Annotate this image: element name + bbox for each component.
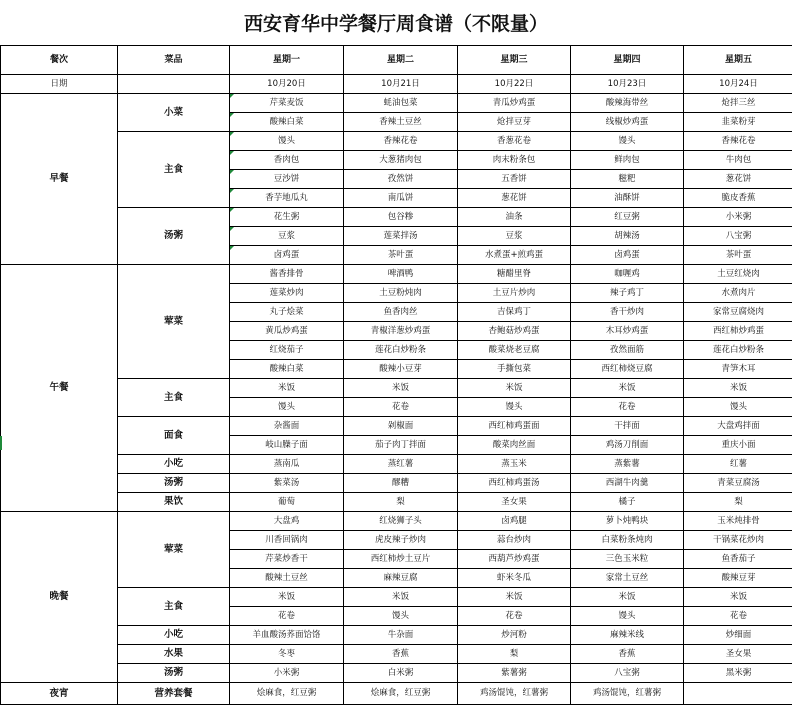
menu-cell[interactable]: 孜然饼 <box>344 170 458 189</box>
menu-row <box>1 379 792 398</box>
menu-cell[interactable] <box>684 683 792 705</box>
menu-cell[interactable]: 萝卜炖鸭块 <box>571 512 684 531</box>
menu-cell[interactable]: 酸辣白菜 <box>230 360 344 379</box>
menu-row <box>1 208 792 227</box>
category-name: 小菜 <box>118 94 230 132</box>
category-name: 汤粥 <box>118 474 230 493</box>
weekly-menu-table <box>0 45 792 705</box>
menu-cell[interactable]: 南瓜饼 <box>344 189 458 208</box>
menu-row <box>1 474 792 493</box>
menu-title: 西安育华中学餐厅周食谱（不限量） <box>0 0 792 46</box>
menu-cell[interactable]: 孜然面筋 <box>571 341 684 360</box>
category-name: 主食 <box>118 132 230 208</box>
menu-cell[interactable]: 馒头 <box>458 398 571 417</box>
header-day-4: 星期四 <box>571 46 684 75</box>
menu-cell[interactable]: 家常豆腐烧肉 <box>684 303 792 322</box>
menu-cell[interactable]: 干锅菜花炒肉 <box>684 531 792 550</box>
menu-cell[interactable]: 香辣花卷 <box>344 132 458 151</box>
menu-cell[interactable]: 烩麻食，红豆粥 <box>344 683 458 705</box>
menu-cell[interactable]: 大葱猪肉包 <box>344 151 458 170</box>
menu-row <box>1 417 792 436</box>
menu-cell[interactable]: 馒头 <box>684 398 792 417</box>
menu-cell[interactable]: 花卷 <box>458 607 571 626</box>
menu-cell[interactable]: 糖醋里脊 <box>458 265 571 284</box>
meal-name: 晚餐 <box>1 512 118 683</box>
menu-cell[interactable]: 酸菜肉丝面 <box>458 436 571 455</box>
date-row <box>1 75 792 94</box>
menu-cell[interactable]: 卤鸡蛋 <box>230 246 344 265</box>
menu-cell[interactable]: 馒头 <box>230 398 344 417</box>
menu-cell[interactable]: 炝拌三丝 <box>684 94 792 113</box>
menu-cell[interactable]: 葡萄 <box>230 493 344 512</box>
menu-row <box>1 626 792 645</box>
menu-cell[interactable]: 馒头 <box>571 132 684 151</box>
menu-row <box>1 493 792 512</box>
menu-cell[interactable]: 蒸红薯 <box>344 455 458 474</box>
menu-cell[interactable]: 茶叶蛋 <box>684 246 792 265</box>
menu-cell[interactable]: 水煮蛋+煎鸡蛋 <box>458 246 571 265</box>
menu-cell[interactable]: 馒头 <box>344 607 458 626</box>
menu-cell[interactable]: 虎皮辣子炒肉 <box>344 531 458 550</box>
menu-cell[interactable]: 黑米粥 <box>684 664 792 683</box>
menu-cell[interactable]: 青瓜炒鸡蛋 <box>458 94 571 113</box>
menu-cell[interactable]: 炒细面 <box>684 626 792 645</box>
menu-cell[interactable]: 大盘鸡拌面 <box>684 417 792 436</box>
menu-cell[interactable]: 酸辣小豆芽 <box>344 360 458 379</box>
menu-cell[interactable]: 米饭 <box>684 379 792 398</box>
menu-cell[interactable]: 香辣土豆丝 <box>344 113 458 132</box>
menu-cell[interactable]: 韭菜粉芽 <box>684 113 792 132</box>
menu-cell[interactable]: 米饭 <box>344 588 458 607</box>
menu-cell[interactable]: 炒河粉 <box>458 626 571 645</box>
header-day-3: 星期三 <box>458 46 571 75</box>
menu-cell[interactable]: 米饭 <box>230 588 344 607</box>
menu-row <box>1 512 792 531</box>
menu-cell[interactable]: 酱香排骨 <box>230 265 344 284</box>
menu-cell[interactable]: 辣子鸡丁 <box>571 284 684 303</box>
menu-cell[interactable]: 茶叶蛋 <box>344 246 458 265</box>
menu-cell[interactable]: 啤酒鸭 <box>344 265 458 284</box>
menu-cell[interactable]: 杂酱面 <box>230 417 344 436</box>
menu-cell[interactable]: 杏鲍菇炒鸡蛋 <box>458 322 571 341</box>
menu-cell[interactable]: 蒸南瓜 <box>230 455 344 474</box>
menu-cell[interactable]: 麻辣豆腐 <box>344 569 458 588</box>
menu-cell[interactable]: 紫菜汤 <box>230 474 344 493</box>
header-day-2: 星期二 <box>344 46 458 75</box>
menu-cell[interactable]: 葱花饼 <box>458 189 571 208</box>
menu-cell[interactable]: 香蕉 <box>344 645 458 664</box>
category-name: 果饮 <box>118 493 230 512</box>
menu-row <box>1 664 792 683</box>
menu-cell[interactable]: 香芋地瓜丸 <box>230 189 344 208</box>
menu-cell[interactable]: 糍粑 <box>571 170 684 189</box>
menu-cell[interactable]: 花卷 <box>230 607 344 626</box>
menu-cell[interactable]: 玉米炖排骨 <box>684 512 792 531</box>
menu-cell[interactable]: 家常土豆丝 <box>571 569 684 588</box>
menu-cell[interactable]: 醪糟 <box>344 474 458 493</box>
menu-cell[interactable]: 花卷 <box>684 607 792 626</box>
menu-cell[interactable]: 肉末粉条包 <box>458 151 571 170</box>
menu-cell[interactable]: 西红柿烧豆腐 <box>571 360 684 379</box>
menu-cell[interactable]: 小米粥 <box>684 208 792 227</box>
menu-cell[interactable]: 三色玉米粒 <box>571 550 684 569</box>
menu-row <box>1 132 792 151</box>
menu-cell[interactable]: 花卷 <box>571 398 684 417</box>
menu-cell[interactable]: 炝拌豆芽 <box>458 113 571 132</box>
menu-cell[interactable]: 紫薯粥 <box>458 664 571 683</box>
menu-cell[interactable]: 西红柿炒土豆片 <box>344 550 458 569</box>
menu-cell[interactable]: 香葱花卷 <box>458 132 571 151</box>
menu-cell[interactable]: 米饭 <box>458 379 571 398</box>
menu-cell[interactable]: 红豆粥 <box>571 208 684 227</box>
meal-name: 夜宵 <box>1 683 118 705</box>
header-category: 菜品 <box>118 46 230 75</box>
menu-cell[interactable]: 咖喱鸡 <box>571 265 684 284</box>
menu-cell[interactable]: 卤鸡蛋 <box>571 246 684 265</box>
menu-cell[interactable]: 米饭 <box>684 588 792 607</box>
menu-cell[interactable]: 青笋木耳 <box>684 360 792 379</box>
category-name: 小吃 <box>118 626 230 645</box>
menu-row <box>1 94 792 113</box>
date-cell: 10月23日 <box>571 75 684 94</box>
menu-cell[interactable]: 酸菜烧老豆腐 <box>458 341 571 360</box>
menu-cell[interactable]: 西葫芦炒鸡蛋 <box>458 550 571 569</box>
category-name: 营养套餐 <box>118 683 230 705</box>
menu-row <box>1 265 792 284</box>
date-cell: 10月24日 <box>684 75 792 94</box>
menu-cell[interactable]: 香蕉 <box>571 645 684 664</box>
menu-cell[interactable]: 梨 <box>458 645 571 664</box>
menu-cell[interactable]: 小米粥 <box>230 664 344 683</box>
menu-cell[interactable]: 芹菜炒香干 <box>230 550 344 569</box>
category-name: 主食 <box>118 588 230 626</box>
category-name: 水果 <box>118 645 230 664</box>
menu-cell[interactable]: 鸡汤馄饨，红薯粥 <box>458 683 571 705</box>
menu-cell[interactable]: 西红柿鸡蛋面 <box>458 417 571 436</box>
menu-cell[interactable]: 豆沙饼 <box>230 170 344 189</box>
menu-cell[interactable]: 牛杂面 <box>344 626 458 645</box>
menu-cell[interactable]: 红烧茄子 <box>230 341 344 360</box>
menu-cell[interactable]: 豆浆 <box>230 227 344 246</box>
menu-cell[interactable]: 橘子 <box>571 493 684 512</box>
meal-name: 早餐 <box>1 94 118 265</box>
menu-row <box>1 588 792 607</box>
menu-cell[interactable]: 梨 <box>684 493 792 512</box>
menu-cell[interactable]: 莲菜炒肉 <box>230 284 344 303</box>
menu-cell[interactable]: 圣女果 <box>684 645 792 664</box>
menu-cell[interactable]: 木耳炒鸡蛋 <box>571 322 684 341</box>
menu-cell[interactable]: 花生粥 <box>230 208 344 227</box>
menu-cell[interactable]: 豆浆 <box>458 227 571 246</box>
menu-cell[interactable]: 米饭 <box>458 588 571 607</box>
menu-cell[interactable]: 五香饼 <box>458 170 571 189</box>
menu-cell[interactable]: 鸡汤馄饨，红薯粥 <box>571 683 684 705</box>
menu-cell[interactable]: 土豆红烧肉 <box>684 265 792 284</box>
menu-cell[interactable]: 土豆粉炖肉 <box>344 284 458 303</box>
menu-cell[interactable]: 土豆片炒肉 <box>458 284 571 303</box>
menu-cell[interactable]: 梨 <box>344 493 458 512</box>
menu-cell[interactable]: 莲花白炒粉条 <box>684 341 792 360</box>
category-name: 荤菜 <box>118 512 230 588</box>
menu-cell[interactable]: 重庆小面 <box>684 436 792 455</box>
menu-cell[interactable]: 酸辣土豆丝 <box>230 569 344 588</box>
menu-cell[interactable]: 鱼香茄子 <box>684 550 792 569</box>
menu-cell[interactable]: 酸辣海带丝 <box>571 94 684 113</box>
menu-cell[interactable]: 酸辣豆芽 <box>684 569 792 588</box>
menu-cell[interactable]: 白米粥 <box>344 664 458 683</box>
menu-cell[interactable]: 花卷 <box>344 398 458 417</box>
menu-cell[interactable]: 蚝油包菜 <box>344 94 458 113</box>
menu-cell[interactable]: 丸子烩菜 <box>230 303 344 322</box>
menu-cell[interactable]: 西红柿炒鸡蛋 <box>684 322 792 341</box>
menu-cell[interactable]: 圣女果 <box>458 493 571 512</box>
menu-cell[interactable]: 胡辣汤 <box>571 227 684 246</box>
menu-cell[interactable]: 青菜豆腐汤 <box>684 474 792 493</box>
meal-name: 午餐 <box>1 265 118 512</box>
date-label: 日期 <box>1 75 118 94</box>
menu-cell[interactable]: 烩麻食，红豆粥 <box>230 683 344 705</box>
menu-row <box>1 455 792 474</box>
menu-row <box>1 683 792 705</box>
category-name: 汤粥 <box>118 664 230 683</box>
menu-cell[interactable]: 麻辣米线 <box>571 626 684 645</box>
menu-cell[interactable]: 鸡汤刀削面 <box>571 436 684 455</box>
menu-cell[interactable]: 香干炒肉 <box>571 303 684 322</box>
date-blank <box>118 75 230 94</box>
menu-cell[interactable]: 脆皮香蕉 <box>684 189 792 208</box>
menu-cell[interactable]: 八宝粥 <box>684 227 792 246</box>
menu-cell[interactable]: 包谷糁 <box>344 208 458 227</box>
category-name: 小吃 <box>118 455 230 474</box>
menu-cell[interactable]: 剁椒面 <box>344 417 458 436</box>
date-cell: 10月20日 <box>230 75 344 94</box>
date-cell: 10月21日 <box>344 75 458 94</box>
menu-cell[interactable]: 卤鸡腿 <box>458 512 571 531</box>
menu-cell[interactable]: 鲜肉包 <box>571 151 684 170</box>
menu-cell[interactable]: 牛肉包 <box>684 151 792 170</box>
menu-cell[interactable]: 莲花白炒粉条 <box>344 341 458 360</box>
menu-cell[interactable]: 茄子肉丁拌面 <box>344 436 458 455</box>
menu-cell[interactable]: 白菜粉条炖肉 <box>571 531 684 550</box>
selection-marker <box>0 436 2 450</box>
category-name: 主食 <box>118 379 230 417</box>
menu-cell[interactable]: 馒头 <box>230 132 344 151</box>
menu-cell[interactable]: 虾米冬瓜 <box>458 569 571 588</box>
menu-cell[interactable]: 西湖牛肉羹 <box>571 474 684 493</box>
menu-cell[interactable]: 川香回锅肉 <box>230 531 344 550</box>
menu-cell[interactable]: 手撕包菜 <box>458 360 571 379</box>
header-day-5: 星期五 <box>684 46 792 75</box>
header-meal: 餐次 <box>1 46 118 75</box>
menu-cell[interactable]: 吉保鸡丁 <box>458 303 571 322</box>
menu-cell[interactable]: 红烧狮子头 <box>344 512 458 531</box>
menu-cell[interactable]: 线椒炒鸡蛋 <box>571 113 684 132</box>
menu-cell[interactable]: 油条 <box>458 208 571 227</box>
menu-cell[interactable]: 莲菜拌汤 <box>344 227 458 246</box>
menu-cell[interactable]: 香肉包 <box>230 151 344 170</box>
menu-cell[interactable]: 蒸玉米 <box>458 455 571 474</box>
menu-cell[interactable]: 黄瓜炒鸡蛋 <box>230 322 344 341</box>
category-name: 荤菜 <box>118 265 230 379</box>
menu-cell[interactable]: 米饭 <box>230 379 344 398</box>
menu-cell[interactable]: 红薯 <box>684 455 792 474</box>
menu-row <box>1 645 792 664</box>
menu-cell[interactable]: 水煮肉片 <box>684 284 792 303</box>
menu-cell[interactable]: 冬枣 <box>230 645 344 664</box>
date-cell: 10月22日 <box>458 75 571 94</box>
menu-cell[interactable]: 鱼香肉丝 <box>344 303 458 322</box>
menu-cell[interactable]: 米饭 <box>571 379 684 398</box>
category-name: 汤粥 <box>118 208 230 265</box>
menu-cell[interactable]: 葱花饼 <box>684 170 792 189</box>
category-name: 面食 <box>118 417 230 455</box>
menu-cell[interactable]: 馒头 <box>571 607 684 626</box>
menu-cell[interactable]: 香辣花卷 <box>684 132 792 151</box>
menu-cell[interactable]: 油酥饼 <box>571 189 684 208</box>
menu-cell[interactable]: 蒸紫薯 <box>571 455 684 474</box>
menu-cell[interactable]: 八宝粥 <box>571 664 684 683</box>
menu-cell[interactable]: 羊血酸汤荞面饸饹 <box>230 626 344 645</box>
header-day-1: 星期一 <box>230 46 344 75</box>
menu-cell[interactable]: 干拌面 <box>571 417 684 436</box>
menu-cell[interactable]: 岐山臊子面 <box>230 436 344 455</box>
menu-cell[interactable]: 米饭 <box>571 588 684 607</box>
menu-cell[interactable]: 酸辣白菜 <box>230 113 344 132</box>
header-row <box>1 46 792 75</box>
menu-cell[interactable]: 青椒洋葱炒鸡蛋 <box>344 322 458 341</box>
menu-cell[interactable]: 蒜台炒肉 <box>458 531 571 550</box>
menu-cell[interactable]: 大盘鸡 <box>230 512 344 531</box>
menu-cell[interactable]: 西红柿鸡蛋汤 <box>458 474 571 493</box>
menu-cell[interactable]: 米饭 <box>344 379 458 398</box>
menu-cell[interactable]: 芹菜麦饭 <box>230 94 344 113</box>
